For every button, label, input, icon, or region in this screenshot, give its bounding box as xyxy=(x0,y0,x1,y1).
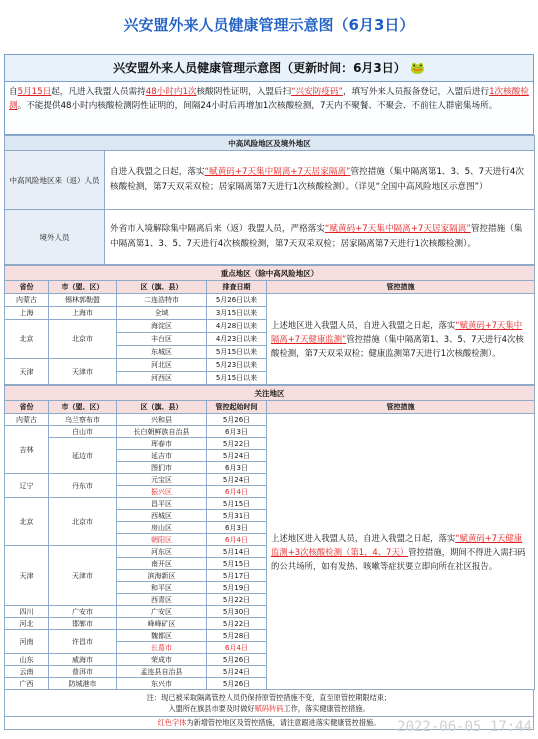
date-cell: 5月14日 xyxy=(207,546,267,558)
date-cell: 6月4日 xyxy=(207,534,267,546)
date-cell: 5月22日 xyxy=(207,594,267,606)
measure-highlight: “赋黄码+7天集中隔离+7天健康监测” xyxy=(271,320,523,344)
city-cell: 普洱市 xyxy=(49,666,117,678)
city-cell: 许昌市 xyxy=(49,630,117,654)
table-cell: 3月15日以来 xyxy=(207,307,267,320)
table-cell: 北京 xyxy=(5,320,49,359)
key-area-header: 重点地区（除中高风险地区） xyxy=(5,266,535,281)
col-district: 区（旗、县） xyxy=(117,401,207,414)
high-risk-table xyxy=(4,135,535,265)
district-cell: 振兴区 xyxy=(117,486,207,498)
date-cell: 6月3日 xyxy=(207,462,267,474)
district-cell: 和平区 xyxy=(117,582,207,594)
table-row xyxy=(5,414,535,426)
notice-sheet xyxy=(4,54,534,730)
table-cell: 二连浩特市 xyxy=(117,294,207,307)
province-cell: 四川 xyxy=(5,606,49,618)
intro-text: 起，凡进入我盟人员需持 xyxy=(51,87,146,97)
high-risk-measure xyxy=(105,151,535,210)
intro-text: 核酸阴性证明，入盟后扫 xyxy=(196,87,292,97)
table-cell: 5月15日以来 xyxy=(207,372,267,385)
footnote-line: 注：现已被采取隔离管控人员仍保持原管控措施不变，直至原管控期限结束； xyxy=(146,693,392,702)
footnote-line xyxy=(5,703,533,714)
date-cell: 5月22日 xyxy=(207,438,267,450)
date-cell: 6月3日 xyxy=(207,426,267,438)
table-cell: 天津 xyxy=(5,359,49,385)
district-cell: 滨海新区 xyxy=(117,570,207,582)
city-cell: 延边市 xyxy=(49,438,117,474)
table-cell: 锡林郭勒盟 xyxy=(49,294,117,307)
date-cell: 5月22日 xyxy=(207,618,267,630)
district-cell: 东兴市 xyxy=(117,678,207,690)
city-cell: 防城港市 xyxy=(49,678,117,690)
overseas-measure xyxy=(105,210,535,265)
district-cell: 长葛市 xyxy=(117,642,207,654)
province-cell: 山东 xyxy=(5,654,49,666)
table-cell: 5月23日以来 xyxy=(207,359,267,372)
date-cell: 5月15日 xyxy=(207,558,267,570)
intro-paragraph xyxy=(4,82,534,135)
frog-icon: 🐸 xyxy=(409,61,425,75)
district-cell: 河东区 xyxy=(117,546,207,558)
footnote-text: 工作，落实健康管控措施。 xyxy=(283,704,370,713)
measure-text: 上述地区进入我盟人员，自进入我盟之日起，落实 xyxy=(271,320,456,330)
table-cell: 天津市 xyxy=(49,359,117,385)
city-cell: 白山市 xyxy=(49,426,117,438)
measure-text: 管控措施，期间不得进入需扫码的公共场所，如有发热、咳嗽等症状要立即向所在社区报告。 xyxy=(271,546,526,571)
district-cell: 昌平区 xyxy=(117,498,207,510)
table-cell: 内蒙古 xyxy=(5,294,49,307)
date-cell: 5月24日 xyxy=(207,450,267,462)
footnote xyxy=(4,690,534,717)
table-cell: 全域 xyxy=(117,307,207,320)
district-cell: 广安区 xyxy=(117,606,207,618)
col-start-date: 管控起始时间 xyxy=(207,401,267,414)
district-cell: 元宝区 xyxy=(117,474,207,486)
table-cell: 5月15日以来 xyxy=(207,346,267,359)
district-cell: 珲春市 xyxy=(117,438,207,450)
attention-area-measure xyxy=(267,414,535,690)
footnote-text: 入盟所在旗县市要及时做好 xyxy=(168,704,255,713)
district-cell: 朝阳区 xyxy=(117,534,207,546)
table-cell: 5月26日以来 xyxy=(207,294,267,307)
key-area-measure xyxy=(267,294,535,385)
footnote-highlight: 赋码转码 xyxy=(254,704,284,713)
col-measure: 管控措施 xyxy=(267,281,535,294)
date-cell: 5月26日 xyxy=(207,654,267,666)
col-district: 区（旗、县） xyxy=(117,281,207,294)
page-title: 兴安盟外来人员健康管理示意图（6月3日） xyxy=(123,16,415,34)
province-cell: 吉林 xyxy=(5,426,49,474)
table-cell: 上海市 xyxy=(49,307,117,320)
intro-date: 5月15日 xyxy=(17,87,52,97)
district-cell: 西城区 xyxy=(117,510,207,522)
high-risk-header: 中高风险地区及境外地区 xyxy=(5,136,535,151)
measure-highlight: “赋黄码+7天健康监测+3次核酸检测（第1、4、7天） xyxy=(271,532,523,557)
province-cell: 广西 xyxy=(5,678,49,690)
col-province: 省份 xyxy=(5,281,49,294)
intro-highlight: 48小时内1次 xyxy=(145,87,197,97)
district-cell: 西青区 xyxy=(117,594,207,606)
city-cell: 邯郸市 xyxy=(49,618,117,630)
col-measure: 管控措施 xyxy=(267,401,535,414)
table-cell: 4月28日以来 xyxy=(207,320,267,333)
intro-text: ，填写外来人员报备登记，入盟后进行 xyxy=(342,87,490,97)
measure-text: 管控措施（集中隔离第1、3、5、7天进行4次核酸检测，第7天双采双检；居家隔离第7天进行1次核酸检测）。（详见“全国中高风险地区示意图”） xyxy=(110,167,524,192)
city-cell: 乌兰察布市 xyxy=(49,414,117,426)
table-cell: 上海 xyxy=(5,307,49,320)
overseas-label: 境外人员 xyxy=(5,210,105,265)
district-cell: 南开区 xyxy=(117,558,207,570)
district-cell: 魏都区 xyxy=(117,630,207,642)
province-cell: 辽宁 xyxy=(5,474,49,498)
province-cell: 内蒙古 xyxy=(5,414,49,426)
table-cell: 河西区 xyxy=(117,372,207,385)
district-cell: 延吉市 xyxy=(117,450,207,462)
high-risk-label: 中高风险地区来（返）人员 xyxy=(5,151,105,210)
attention-area-header: 关注地区 xyxy=(5,386,535,401)
date-cell: 5月28日 xyxy=(207,630,267,642)
col-city: 市（盟、区） xyxy=(49,401,117,414)
timestamp-watermark: 2022-06-05 17:44 xyxy=(397,719,532,735)
city-cell: 北京市 xyxy=(49,498,117,546)
city-cell: 广安市 xyxy=(49,606,117,618)
date-cell: 5月31日 xyxy=(207,510,267,522)
date-cell: 5月30日 xyxy=(207,606,267,618)
province-cell: 天津 xyxy=(5,546,49,606)
date-cell: 5月26日 xyxy=(207,414,267,426)
col-date: 排查日期 xyxy=(207,281,267,294)
measure-text: 管控措施（集中隔离第1、3、5、7天进行4次核酸检测，第7天双采双检；健康监测第7天进行1次核酸检测）。 xyxy=(271,334,524,358)
measure-text: 上述地区进入我盟人员，自进入我盟之日起，落实 xyxy=(271,532,456,543)
intro-text: 自 xyxy=(9,87,18,97)
district-cell: 图们市 xyxy=(117,462,207,474)
attention-rows xyxy=(5,414,535,690)
district-cell: 长白朝鲜族自治县 xyxy=(117,426,207,438)
date-cell: 5月19日 xyxy=(207,582,267,594)
intro-highlight: 1次核酸检测 xyxy=(9,87,529,111)
date-cell: 5月24日 xyxy=(207,474,267,486)
district-cell: 荣成市 xyxy=(117,654,207,666)
province-cell: 河北 xyxy=(5,618,49,630)
table-cell: 河北区 xyxy=(117,359,207,372)
district-cell: 兴和县 xyxy=(117,414,207,426)
intro-highlight: “兴安防疫码” xyxy=(291,87,343,97)
measure-highlight: “赋黄码+7天集中隔离+7天居家隔离” xyxy=(204,167,351,177)
footnote-highlight: 红色字体 xyxy=(157,718,187,727)
table-cell: 北京市 xyxy=(49,320,117,359)
date-cell: 6月4日 xyxy=(207,486,267,498)
date-cell: 5月26日 xyxy=(207,678,267,690)
measure-text: 自进入我盟之日起，落实 xyxy=(110,167,205,177)
province-cell: 云南 xyxy=(5,666,49,678)
attention-area-table xyxy=(4,385,535,690)
date-cell: 6月3日 xyxy=(207,522,267,534)
subtitle-text: 兴安盟外来人员健康管理示意图（更新时间：6月3日） xyxy=(113,61,406,75)
measure-text: 管控措施（集中隔离第1、3、5、7天进行4次核酸检测，第7天双采双检；居家隔离第7天进行1次核酸检测）。 xyxy=(110,224,523,249)
table-cell: 东城区 xyxy=(117,346,207,359)
col-city: 市（盟、区） xyxy=(49,281,117,294)
city-cell: 丹东市 xyxy=(49,474,117,498)
measure-highlight: “赋黄码+7天集中隔离+7天居家隔离” xyxy=(324,224,471,234)
table-cell: 4月23日以来 xyxy=(207,333,267,346)
city-cell: 天津市 xyxy=(49,546,117,606)
footnote-text: 为新增管控地区及管控措施，请注意跟进落实健康管控措施。 xyxy=(186,718,381,727)
col-province: 省份 xyxy=(5,401,49,414)
district-cell: 孟连县自治县 xyxy=(117,666,207,678)
measure-text: 外省市入境解除集中隔离后来（返）我盟人员，严格落实 xyxy=(110,224,325,234)
district-cell: 房山区 xyxy=(117,522,207,534)
province-cell: 北京 xyxy=(5,498,49,546)
table-cell: 海淀区 xyxy=(117,320,207,333)
date-cell: 5月24日 xyxy=(207,666,267,678)
intro-text: 。不能提供48小时内核酸检测阴性证明的，间隔24小时后再增加1次核酸检测，7天内不聚餐、不聚会、不前往人群密集场所。 xyxy=(17,101,498,111)
table-cell: 丰台区 xyxy=(117,333,207,346)
date-cell: 5月17日 xyxy=(207,570,267,582)
district-cell: 峰峰矿区 xyxy=(117,618,207,630)
date-cell: 5月15日 xyxy=(207,498,267,510)
date-cell: 6月4日 xyxy=(207,642,267,654)
province-cell: 河南 xyxy=(5,630,49,654)
key-area-table xyxy=(4,265,535,385)
sheet-subtitle xyxy=(4,54,534,82)
city-cell: 威海市 xyxy=(49,654,117,666)
